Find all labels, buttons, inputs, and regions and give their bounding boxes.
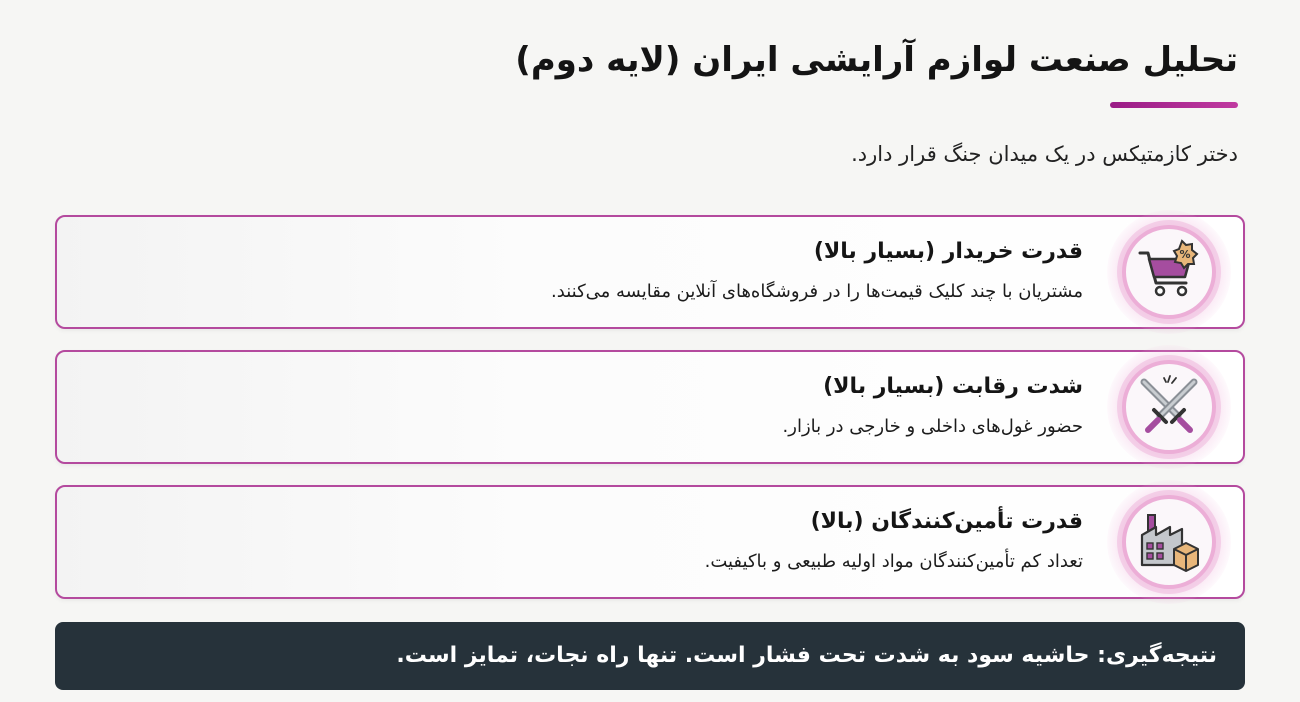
card-icon-glow <box>1107 480 1231 604</box>
force-cards <box>55 215 1245 620</box>
crossed-swords-icon <box>1122 360 1216 454</box>
card-buyer-power <box>55 215 1245 329</box>
card-title: قدرت خریدار (بسیار بالا) <box>813 239 1083 264</box>
card-competition <box>55 350 1245 464</box>
conclusion-banner <box>55 622 1245 690</box>
page-subtitle: دختر کازمتیکس در یک میدان جنگ قرار دارد. <box>851 142 1238 166</box>
factory-box-icon <box>1122 495 1216 589</box>
card-description: مشتریان با چند کلیک قیمت‌ها را در فروشگاه‌های آنلاین مقایسه می‌کنند. <box>551 281 1083 302</box>
card-icon-glow <box>1107 210 1231 334</box>
card-title: قدرت تأمین‌کنندگان (بالا) <box>810 509 1083 534</box>
page-title: تحلیل صنعت لوازم آرایشی ایران (لایه دوم) <box>515 40 1238 80</box>
title-underline <box>1110 102 1238 108</box>
conclusion-text: نتیجه‌گیری: حاشیه سود به شدت تحت فشار است. تنها راه نجات، تمایز است. <box>396 643 1217 668</box>
svg-text:%: % <box>1179 248 1191 261</box>
card-title: شدت رقابت (بسیار بالا) <box>823 374 1083 399</box>
card-icon-glow <box>1107 345 1231 469</box>
card-supplier-power <box>55 485 1245 599</box>
shopping-cart-discount-icon <box>1122 225 1216 319</box>
card-description: حضور غول‌های داخلی و خارجی در بازار. <box>782 416 1083 437</box>
card-description: تعداد کم تأمین‌کنندگان مواد اولیه طبیعی و باکیفیت. <box>704 551 1083 572</box>
